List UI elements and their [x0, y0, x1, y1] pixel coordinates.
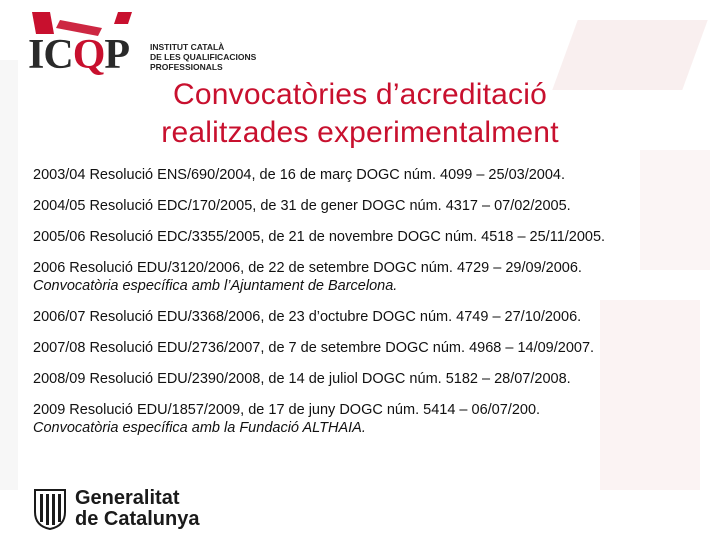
- list-item: [33, 166, 703, 184]
- entry-text: Resolució EDU/2390/2008, de 14 de juliol DOGC núm. 5182 – 28/07/2008.: [89, 371, 571, 387]
- title-line-2: realitzades experimentalment: [161, 116, 559, 149]
- logo-letter-p: P: [104, 32, 130, 78]
- title-line-1: Convocatòries d’acreditació: [173, 78, 547, 111]
- logo-text-line: INSTITUT CATALÀ: [150, 42, 225, 52]
- list-item: [33, 228, 703, 246]
- list-item: [33, 259, 703, 295]
- list-item: [33, 308, 703, 326]
- entry-note: Convocatòria específica amb l’Ajuntament de Barcelona.: [33, 278, 398, 294]
- list-item: [33, 339, 703, 357]
- generalitat-text: [75, 488, 199, 530]
- logo-letter-q: Q: [72, 32, 105, 78]
- entry-year: 2003/04: [33, 167, 86, 183]
- entry-year: 2007/08: [33, 340, 86, 356]
- icqp-letters: [28, 34, 129, 76]
- logo-text-line: PROFESSIONALS: [150, 62, 223, 72]
- list-item: [33, 197, 703, 215]
- entry-text: Resolució EDC/3355/2005, de 21 de novembre DOGC núm. 4518 – 25/11/2005.: [89, 229, 606, 245]
- entry-year: 2005/06: [33, 229, 86, 245]
- entry-text: Resolució ENS/690/2004, de 16 de març DOGC núm. 4099 – 25/03/2004.: [89, 167, 566, 183]
- logo-letters-ic: IC: [28, 32, 73, 78]
- icqp-logo-text: [150, 42, 270, 72]
- convocatories-list: [33, 166, 703, 437]
- entry-text: Resolució EDU/1857/2009, de 17 de juny DOGC núm. 5414 – 06/07/200.: [69, 402, 541, 418]
- entry-text: Resolució EDU/2736/2007, de 7 de setembre DOGC núm. 4968 – 14/09/2007.: [89, 340, 595, 356]
- entry-year: 2006: [33, 260, 66, 276]
- entry-year: 2008/09: [33, 371, 86, 387]
- page-title: [60, 76, 660, 152]
- entry-year: 2004/05: [33, 198, 86, 214]
- logo-text-line: DE LES QUALIFICACIONS: [150, 52, 257, 62]
- generalitat-line-1: Generalitat: [75, 487, 180, 509]
- entry-note: Convocatòria específica amb la Fundació ALTHAIA.: [33, 420, 366, 436]
- generalitat-line-2: de Catalunya: [75, 508, 200, 530]
- entry-text: Resolució EDC/170/2005, de 31 de gener DOGC núm. 4317 – 07/02/2005.: [89, 198, 571, 214]
- list-item: [33, 401, 703, 437]
- entry-text: Resolució EDU/3120/2006, de 22 de setembre DOGC núm. 4729 – 29/09/2006.: [69, 260, 582, 276]
- watermark-shape: [0, 60, 18, 490]
- generalitat-shield-icon: [33, 488, 67, 530]
- entry-year: 2006/07: [33, 309, 86, 325]
- entry-text: Resolució EDU/3368/2006, de 23 d’octubre DOGC núm. 4749 – 27/10/2006.: [89, 309, 582, 325]
- list-item: [33, 370, 703, 388]
- entry-year: 2009: [33, 402, 66, 418]
- generalitat-logo: [33, 486, 233, 532]
